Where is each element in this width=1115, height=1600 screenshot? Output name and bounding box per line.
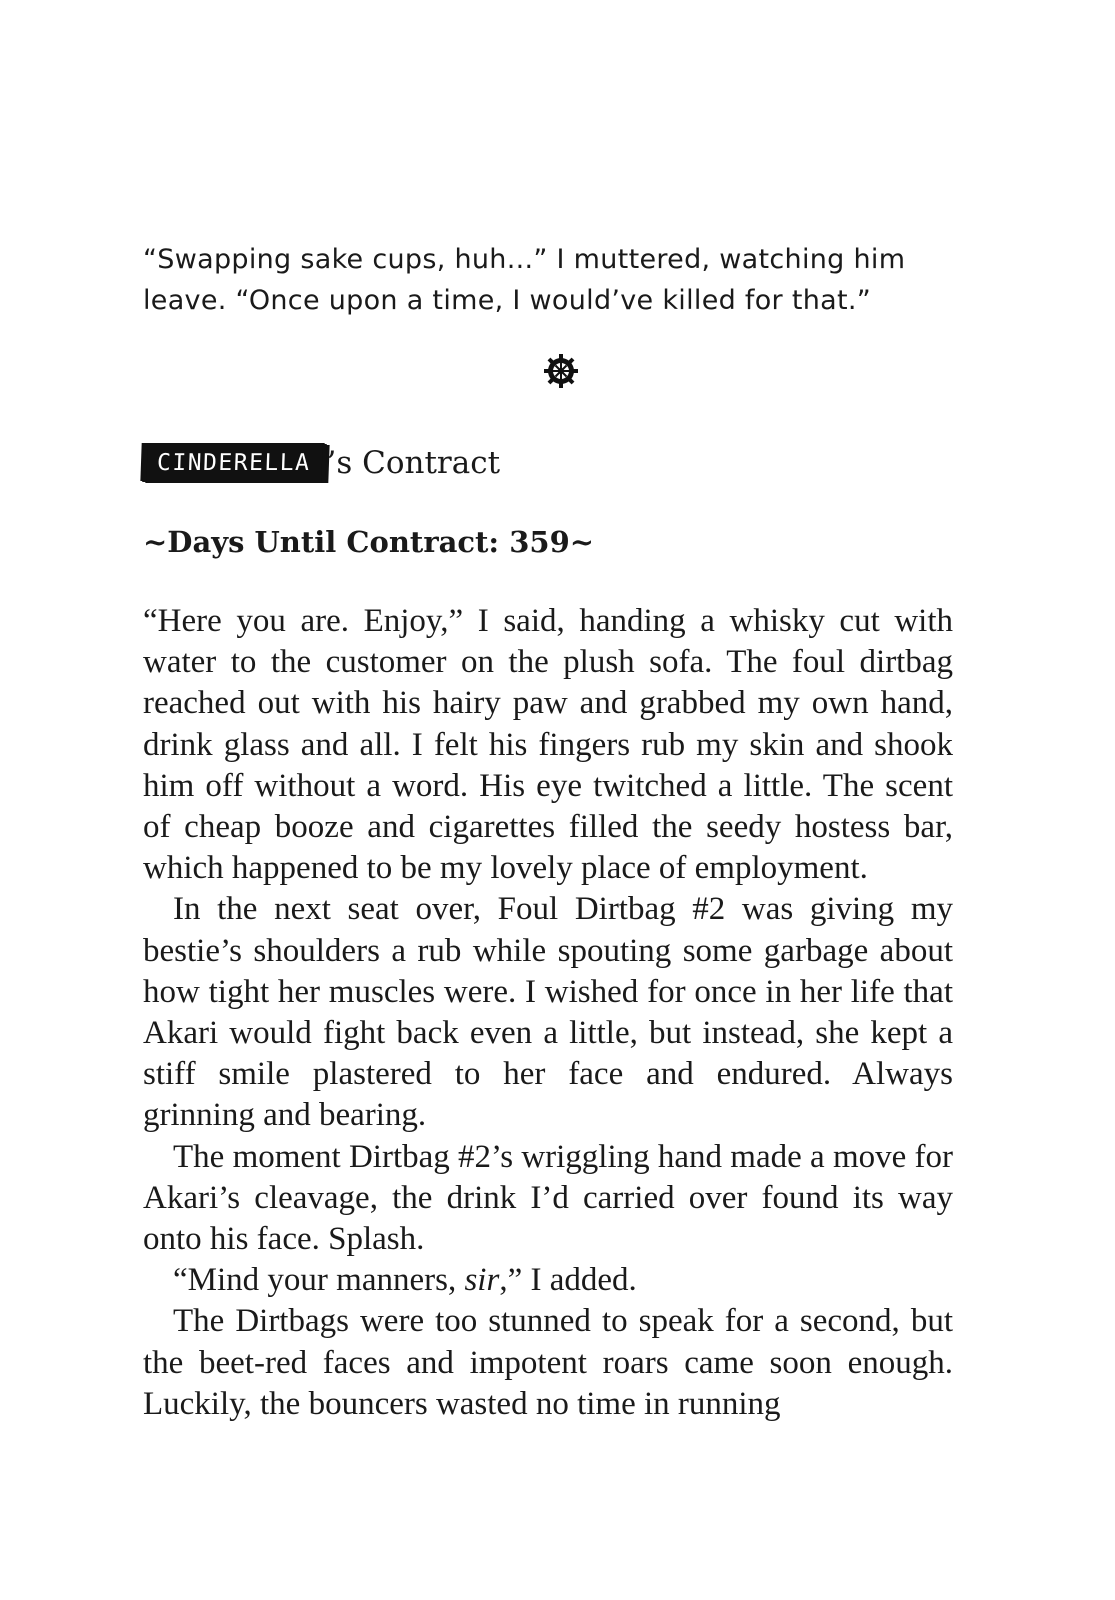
section-title-suffix: ’s Contract [326, 445, 501, 481]
paragraph-1: “Here you are. Enjoy,” I said, handing a whisky cut with water to the customer on the plush sofa. The foul dirtbag reached out with his hairy paw and grabbed my own hand, drink glass and all. I felt his fingers rub my skin and shook him off without a word. His eye twitched a little. The scent of cheap booze and cigarettes filled the seedy hostess bar, which happened to be my lovely place of employment. [143, 603, 953, 887]
section-heading [143, 440, 500, 486]
dialogue-before: “Mind your manners, [173, 1262, 465, 1299]
days-until-contract: ~Days Until Contract: 359~ [143, 525, 595, 559]
intro-line-2: leave. “Once upon a time, I would’ve killed for that.” [143, 285, 872, 316]
dialogue-after: ,” I added. [499, 1262, 637, 1299]
paragraph-2: In the next seat over, Foul Dirtbag #2 was giving my bestie’s shoulders a rub while spouting some garbage about how tight her muscles were. I wished for once in her life that Akari would fight back even a little, but instead, she kept a stiff smile plastered to her face and endured. Always grinning and bearing. [143, 891, 953, 1134]
intro-line-1: “Swapping sake cups, huh...” I muttered, watching him [143, 244, 906, 275]
story-body [143, 601, 953, 1425]
paragraph-5: The Dirtbags were too stunned to speak for a second, but the beet-red faces and impotent roars came soon enough. Luckily, the bouncers wasted no time in running [143, 1303, 953, 1422]
paragraph-3: The moment Dirtbag #2’s wriggling hand made a move for Akari’s cleavage, the drink I’d carried over found its way onto his face. Splash. [143, 1138, 953, 1258]
dialogue-emphasis: sir [464, 1262, 500, 1299]
dialogue-line [143, 1260, 953, 1301]
gear-ornament-icon [543, 353, 579, 389]
cinderella-stamp: CINDERELLA [142, 444, 327, 482]
